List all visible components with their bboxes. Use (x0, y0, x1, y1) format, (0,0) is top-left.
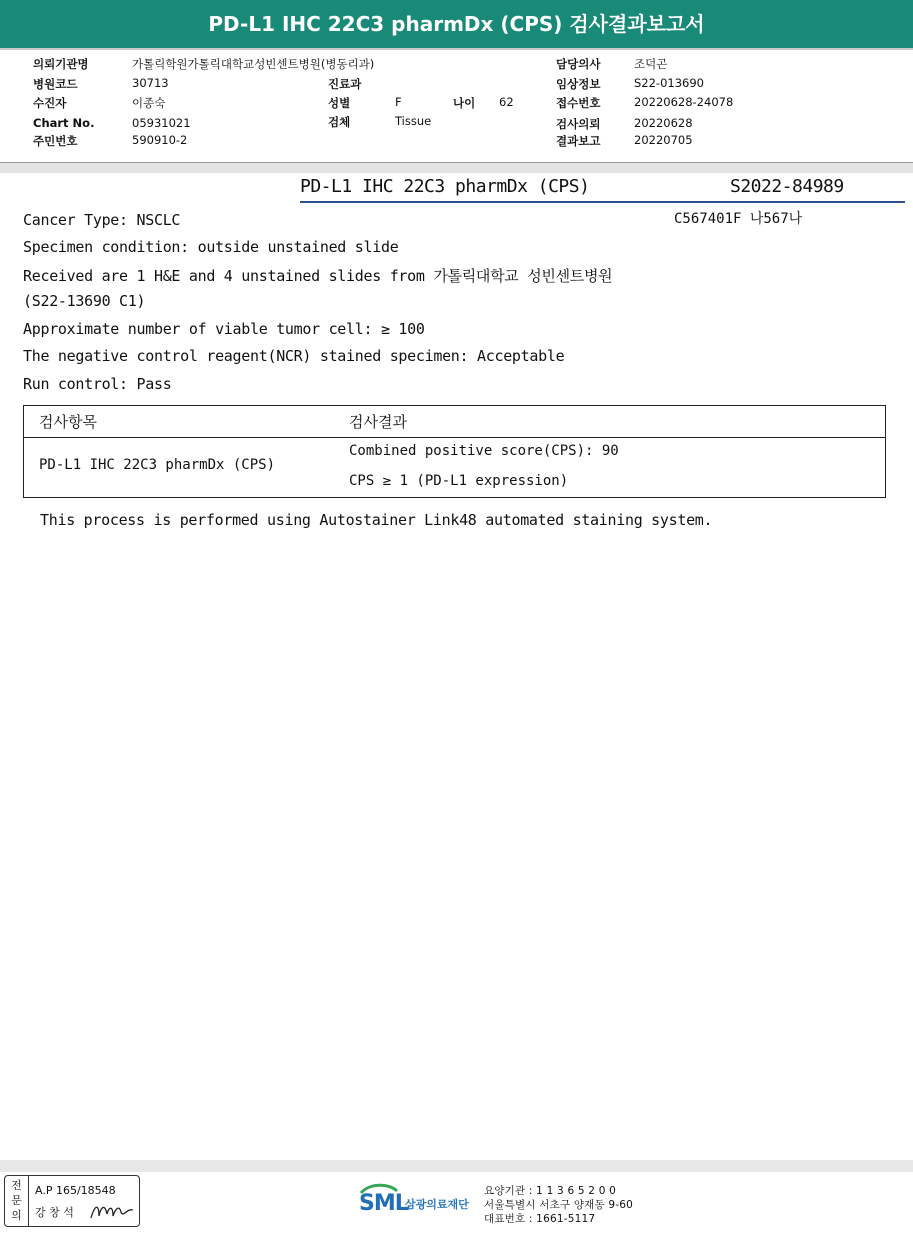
sml-logo-subtext: 삼광의료재단 (405, 1198, 469, 1211)
sign-label-text: 전문의 (11, 1179, 22, 1222)
receipt-no-value: 20220628-24078 (634, 95, 734, 109)
report-date-value: 20220705 (634, 133, 693, 147)
specimen-condition-line: Specimen condition: outside unstained slide (23, 238, 399, 256)
sml-logo (357, 1183, 477, 1219)
report-date-label: 결과보고 (556, 134, 601, 148)
chart-no-value: 05931021 (132, 116, 191, 130)
pathologist-license: A.P 165/18548 (35, 1184, 116, 1197)
footer-band (0, 1160, 913, 1172)
doctor-label: 담당의사 (556, 57, 601, 71)
doctor-value: 조덕곤 (634, 57, 668, 71)
process-note: This process is performed using Autostainer Link48 automated staining system. (40, 511, 713, 529)
request-date-label: 검사의뢰 (556, 117, 601, 131)
test-item-header: 검사항목 (39, 413, 97, 431)
examinee-label: 수진자 (33, 96, 67, 110)
signature-scribble (89, 1200, 135, 1222)
age-label: 나이 (453, 96, 476, 110)
department-label: 진료과 (328, 77, 362, 91)
reference-code: C567401F 나567나 (674, 211, 803, 227)
chart-no-label: Chart No. (33, 116, 95, 130)
header-divider (0, 162, 913, 173)
report-title: PD-L1 IHC 22C3 pharmDx (CPS) 검사결과보고서 (0, 0, 913, 50)
clinical-info-label: 임상정보 (556, 77, 601, 91)
hospital-code-value: 30713 (132, 76, 169, 90)
specimen-value: Tissue (395, 114, 432, 128)
institution-phone: 대표번호 : 1661-5117 (484, 1213, 596, 1225)
sign-label (5, 1176, 29, 1226)
receipt-no-label: 접수번호 (556, 96, 601, 110)
age-value: 62 (499, 95, 514, 109)
institution-code: 요양기관 : 1 1 3 6 5 2 0 0 (484, 1185, 616, 1197)
run-control-line: Run control: Pass (23, 375, 172, 393)
report-subtitle: PD-L1 IHC 22C3 pharmDx (CPS) (300, 176, 590, 197)
tumor-cell-line: Approximate number of viable tumor cell: ≥ 100 (23, 320, 425, 338)
received-line: Received are 1 H&E and 4 unstained slides from 가톨릭대학교 성빈센트병원 (23, 267, 613, 285)
slide-id-line: (S22-13690 C1) (23, 292, 146, 310)
resident-no-value: 590910-2 (132, 133, 188, 147)
test-result-header: 검사결과 (349, 413, 407, 431)
sex-label: 성별 (328, 96, 351, 110)
examinee-value: 이종숙 (132, 96, 166, 110)
resident-no-label: 주민번호 (33, 134, 78, 148)
test-name-cell: PD-L1 IHC 22C3 pharmDx (CPS) (39, 457, 276, 473)
cancer-type-line: Cancer Type: NSCLC (23, 211, 181, 229)
subtitle-rule (300, 201, 905, 203)
sml-logo-text: SML (359, 1191, 408, 1216)
table-header-row (24, 406, 885, 438)
institution-value: 가톨릭학원가톨릭대학교성빈센트병원(병동리과) (132, 57, 375, 71)
sex-value: F (395, 95, 402, 109)
ncr-line: The negative control reagent(NCR) stained specimen: Acceptable (23, 347, 565, 365)
clinical-info-value: S22-013690 (634, 76, 704, 90)
request-date-value: 20220628 (634, 116, 693, 130)
result-table (23, 405, 886, 498)
report-code: S2022-84989 (730, 176, 844, 197)
cps-score-cell: Combined positive score(CPS): 90 (349, 443, 619, 459)
hospital-code-label: 병원코드 (33, 77, 78, 91)
institution-address: 서울특별시 서초구 양재동 9-60 (484, 1199, 634, 1211)
specimen-label: 검체 (328, 115, 351, 129)
pathologist-name: 강 창 석 (35, 1206, 74, 1219)
pathologist-signature-box (4, 1175, 140, 1227)
institution-label: 의뢰기관명 (33, 57, 89, 71)
cps-expression-cell: CPS ≥ 1 (PD-L1 expression) (349, 473, 569, 489)
